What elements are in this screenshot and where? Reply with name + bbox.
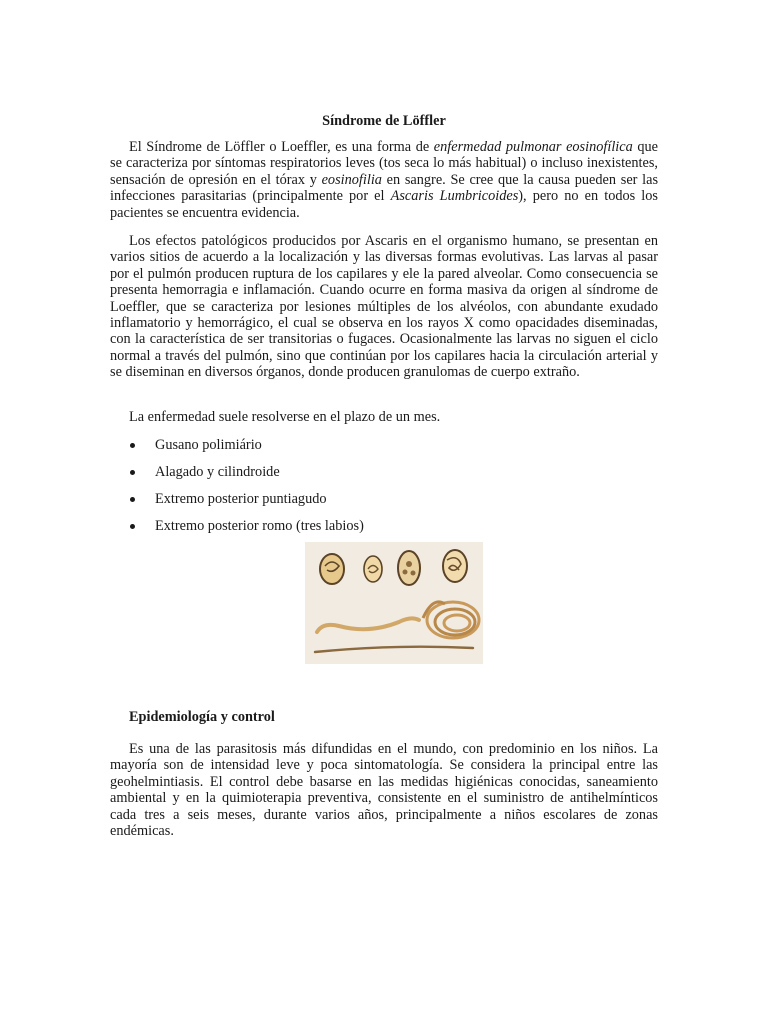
egg-3 [398,551,420,585]
egg-2 [364,556,382,582]
intro-text-2: que se caracteriza por síntomas respiratorios leves (tos seca lo más habitual) o incluso inexistentes, sensación de opresión en el tórax y [110,139,659,188]
ascaris-illustration [305,542,483,664]
ascaris-drawing [305,542,483,664]
list-item: Alagado y cilindroide [128,464,364,491]
list-item: Extremo posterior romo (tres labios) [128,518,364,545]
straight-worm [315,647,473,652]
intro-emphasis-3: Ascaris Lumbricoides [390,188,519,205]
epidemiology-paragraph: Es una de las parasitosis más difundidas en el mundo, con predominio en los niños. La mayoría son de intensidad leve y poca sintomatología. Se considera la principal entre las geohelmintiasis. El control debe basarse en las medidas higiénicas conocidas, saneamiento ambiental y en la quimioterapia preventiva, consistente en el suministro de antihelmínticos cada tres a seis meses, durante varios años, principalmente a niños escolares de zonas endémicas. [110,741,658,840]
intro-text-4: ), pero no en todos los pacientes se encuentra evidencia. [110,188,658,221]
resolution-paragraph: La enfermedad suele resolverse en el plazo de un mes. [129,409,441,425]
intro-paragraph [110,139,658,221]
effects-paragraph: Los efectos patológicos producidos por Ascaris en el organismo humano, se presentan en varios sitios de acuerdo a la localización y las diversas formas evolutivas. Las larvas al pasar por el pulmón producen ruptura de los capilares y ele la pared alveolar. Como consecuencia se presenta hemorragia e inflamación. Cuando ocurre en forma masiva da origen al síndrome de Loeffler, que se caracteriza por lesiones múltiples de los alvéolos, con abundante exudado inflamatorio y hemorrágico, el cual se observa en los rayos X como opacidades diseminadas, con la característica de ser transitorias o fugaces. Ocasionalmente las larvas no siguen el ciclo normal a través del pulmón, sino que continúan por los capilares hacia la circulación arterial y se diseminan en diversos órganos, donde producen granulomas de cuerpo extraño. [110,233,658,381]
list-item: Extremo posterior puntiagudo [128,491,364,518]
intro-emphasis-1: enfermedad pulmonar eosinofílica [433,139,633,155]
section-heading: Epidemiología y control [129,709,275,725]
feature-list [128,437,364,545]
list-item: Gusano polimiário [128,437,364,464]
curved-worm [317,618,419,632]
intro-text-1: El Síndrome de Löffler o Loeffler, es una forma de [129,139,434,155]
intro-emphasis-2: eosinofilia [321,171,382,188]
coiled-worm [423,602,479,638]
egg-1 [320,554,344,584]
page-title: Síndrome de Löffler [322,113,446,129]
intro-text-3: en sangre. Se cree que la causa pueden ser las infecciones parasitarias (principalmente por el [110,171,659,205]
egg-4 [443,550,467,582]
